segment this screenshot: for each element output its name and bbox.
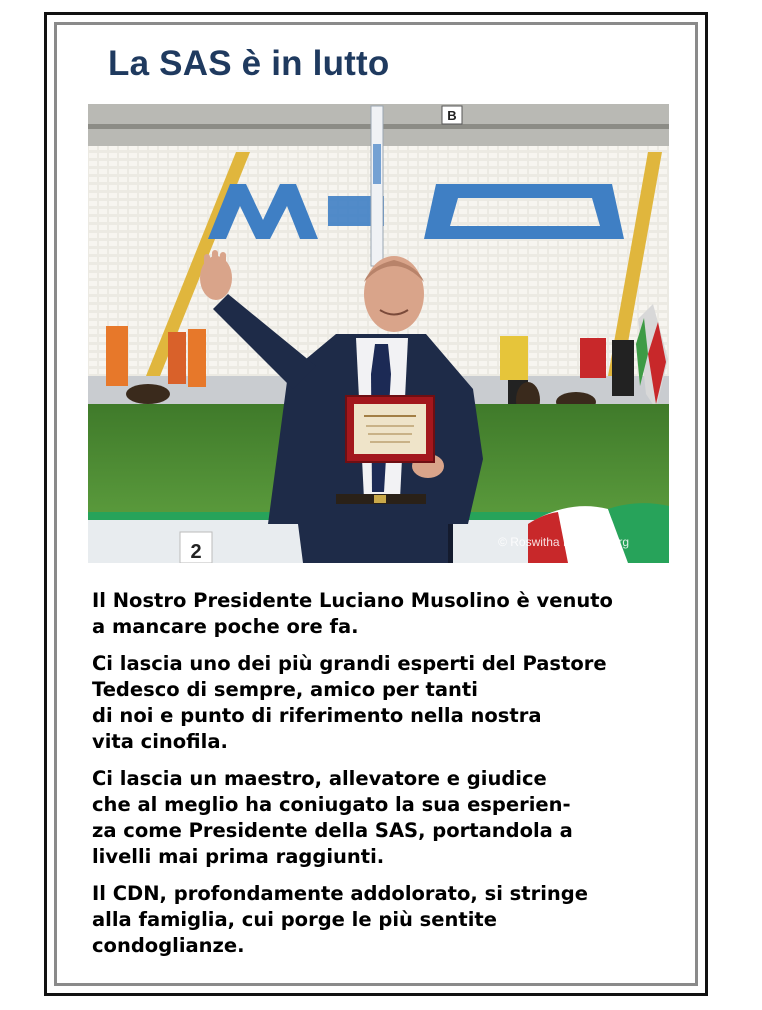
text-line: Il CDN, profondamente addolorato, si stringe [92,882,588,905]
plaque [346,396,434,462]
memorial-photo [88,104,669,563]
paragraph-3 [92,766,672,870]
paragraph-4 [92,881,672,959]
text-line: che al meglio ha coniugato la sua esperien- [92,793,571,816]
text-line: Il Nostro Presidente Luciano Musolino è venuto [92,589,613,612]
announcement-text [92,588,672,970]
text-line: alla famiglia, cui porge le più sentite [92,908,497,931]
photo-credit: © Roswitha Dannenberg [498,535,629,549]
podium-number: 2 [190,541,202,563]
text-line: livelli mai prima raggiunti. [92,845,385,868]
page-title: La SAS è in lutto [108,44,390,83]
text-line: condoglianze. [92,934,245,957]
text-line: Ci lascia uno dei più grandi esperti del Pastore [92,652,607,675]
text-line: Tedesco di sempre, amico per tanti [92,678,478,701]
text-line: a mancare poche ore fa. [92,615,359,638]
paragraph-2 [92,651,672,755]
photo-illustration [88,104,669,563]
stand-sign-letter: B [447,108,457,123]
paragraph-1 [92,588,672,640]
text-line: vita cinofila. [92,730,228,753]
text-line: Ci lascia un maestro, allevatore e giudice [92,767,547,790]
text-line: di noi e punto di riferimento nella nostra [92,704,542,727]
text-line: za come Presidente della SAS, portandola a [92,819,573,842]
banner-pole [371,106,383,266]
